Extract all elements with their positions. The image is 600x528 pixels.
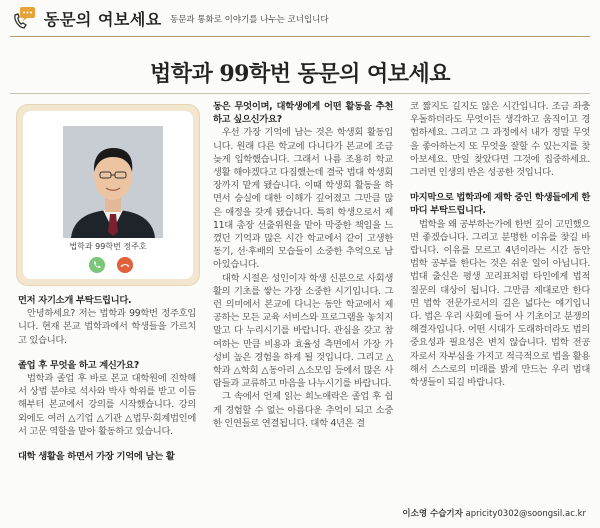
section-header — [0, 0, 600, 36]
call-card-screen — [23, 111, 193, 279]
decline-call-icon — [117, 257, 133, 273]
answer-3: 우선 가장 기억에 남는 것은 학생회 활동입니다. 원래 다른 학교에 다니다가 본교에 조금 늦게 입학했습니다. 그래서 나름 조용히 학교생활 해야겠다고 다짐했는데 결국 법대 학생회장까지 맡게 됐습니다. 이때 학생회 활동을 하면서 숭실에 대한 이해가 깊어졌고 그만큼 많은 애정을 갖게 됐습니다. 특히 학생으로서 제11대 총장 선출위원을 맡아 막중한 책임을 느꼈던 기억과 많은 시간 학교에서 같이 고생한 동기, 선·후배의 모습들이 소중한 추억으로 남아있습니다. — [213, 127, 393, 271]
article-column-2 — [213, 100, 393, 430]
reporter-name: 이소영 수습기자 — [402, 509, 463, 519]
article-headline: 법학과 99학번 동문의 여보세요 — [149, 61, 451, 87]
section-title: 동문의 여보세요 — [44, 10, 162, 29]
header-divider — [10, 36, 590, 37]
answer-1: 안녕하세요? 저는 법학과 99학번 정주호입니다. 현재 본교 법학과에서 학생들을 가르치고 있습니다. — [18, 308, 196, 346]
article-column-3 — [410, 100, 590, 389]
interviewee-photo — [63, 126, 163, 238]
byline — [402, 507, 586, 519]
article-column-1 — [18, 294, 196, 463]
question-2: 졸업 후 무엇을 하고 계신가요? — [18, 359, 140, 371]
accept-call-icon — [89, 257, 105, 273]
answer-4: 대학 시절은 성인이자 학생 신분으로 사회생활의 기초를 쌓는 가장 소중한 시기입니다. 그런 의미에서 본교에 다니는 동안 학교에서 제공하는 모든 교육 서비스와 프로그램을 놓치지 말고 다 누리시기를 바랍니다. 관심을 갖고 참여하는 만큼 비용과 효율성 측면에서 가장 가성비 높은 경험을 하게 될 것입니다. 그리고 △학과 △학회 △동아리 △소모임 등에서 많은 사람들과 교류하고 마음을 나누시기를 바랍니다. — [213, 272, 393, 390]
answer-5: 그 속에서 언제 읽는 희노애락은 졸업 후 쉽게 경험할 수 없는 아름다운 추억이 되고 소중한 인연들로 연결됩니다. 대학 4년은 결 — [213, 391, 393, 429]
question-1: 먼저 자기소개 부탁드립니다. — [18, 295, 132, 306]
question-4: 마지막으로 법학과에 재학 중인 학생들에게 한마디 부탁드립니다. — [410, 192, 590, 217]
headline-divider — [10, 93, 590, 94]
phone-chat-icon — [12, 6, 36, 30]
section-description: 동문과 통화로 이야기를 나누는 코너입니다 — [170, 15, 329, 25]
answer-6: 법학을 왜 공부하는가에 한번 깊이 고민했으면 좋겠습니다. 그리고 분명한 이유를 찾길 바랍니다. 이유를 모르고 4년이라는 시간 동안 법학 공부를 한다는 것은 쉬운 일이 아닙니다. 법대 출신은 평생 꼬리표처럼 타인에게 법적 질문의 대상이 됩니다. 그만큼 제대로만 한다면 법학 전문가로서의 길은 넓다는 얘기입니다. 법은 우리 사회에 들어 사 기초이고 분쟁의 해결자입니다. 어떤 시대가 도래하더라도 법의 중요성과 필요성은 변치 않습니다. 법학 전공자로서 자부심을 가지고 적극적으로 법을 활용해서 스스로의 미래를 밝게 만드는 우리 법대 학생들이 되길 바랍니다. — [410, 218, 590, 389]
question-3-continued: 동은 무엇이며, 대학생에게 어떤 활동을 추천하고 싶으신가요? — [213, 101, 393, 126]
reporter-email: apricity0302@soongsil.ac.kr — [465, 509, 586, 519]
interviewee-caption: 법학과 99학번 정주호 — [69, 242, 147, 251]
call-card — [16, 104, 200, 286]
answer-2: 법학과 졸업 후 바로 본교 대학원에 진학해서 상법 분야로 석사와 박사 학위를 받고 이듬해부터 본교에서 강의를 시작했습니다. 강의 외에도 여러 △기업 △기관 △법무·회계법인에서 고문 역할을 맡아 활동하고 있습니다. — [18, 373, 196, 437]
answer-5-continued: 코 짧지도 길지도 않은 시간입니다. 조금 좌충우돌하더라도 무엇이든 생각하고 움직이고 경험하세요. 그리고 그 과정에서 내가 정말 무엇을 좋아하는지 또 무엇을 잘할 수 있는지를 찾아보세요. 만일 찾았다면 그것에 집중하세요. 그러면 인생의 반은 성공한 것입니다. — [410, 101, 590, 179]
question-3: 대학 생활을 하면서 가장 기억에 남는 활 — [18, 451, 175, 463]
